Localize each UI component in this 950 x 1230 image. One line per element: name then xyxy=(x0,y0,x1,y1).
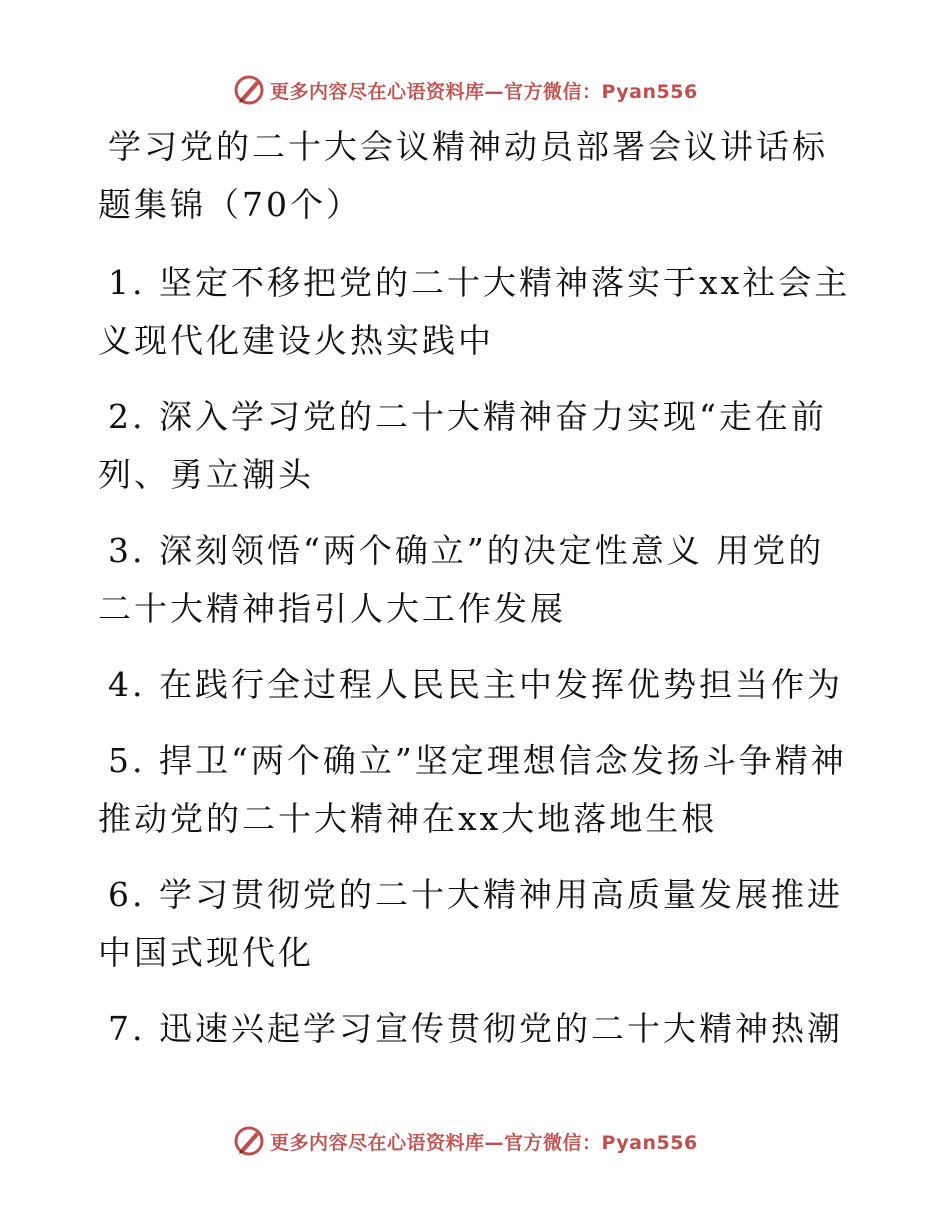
list-item: 3. 深刻领悟“两个确立”的决定性意义 用党的二十大精神指引人大工作发展 xyxy=(98,531,825,628)
watermark-text: 更多内容尽在心语资料库—官方微信：Pyan556 xyxy=(270,80,698,103)
document-title: 学习党的二十大会议精神动员部署会议讲话标题集锦（70个） xyxy=(98,127,828,224)
watermark-header xyxy=(232,70,698,110)
list-item: 2. 深入学习党的二十大精神奋力实现“走在前列、勇立潮头 xyxy=(98,397,827,494)
list-item: 5. 捍卫“两个确立”坚定理想信念发扬斗争精神推动党的二十大精神在xx大地落地生根 xyxy=(98,741,847,838)
list-item: 7. 迅速兴起学习宣传贯彻党的二十大精神热潮 xyxy=(108,1009,843,1048)
watermark-footer xyxy=(232,1121,698,1161)
list-item: 6. 学习贯彻党的二十大精神用高质量发展推进中国式现代化 xyxy=(98,875,843,972)
pen-logo-icon xyxy=(232,1124,266,1158)
pen-logo-icon xyxy=(232,73,266,107)
watermark-text: 更多内容尽在心语资料库—官方微信：Pyan556 xyxy=(270,1131,698,1154)
list-item: 1. 坚定不移把党的二十大精神落实于xx社会主义现代化建设火热实践中 xyxy=(98,263,851,360)
list-item: 4. 在践行全过程人民民主中发挥优势担当作为 xyxy=(108,665,843,704)
document-body xyxy=(98,118,858,1076)
